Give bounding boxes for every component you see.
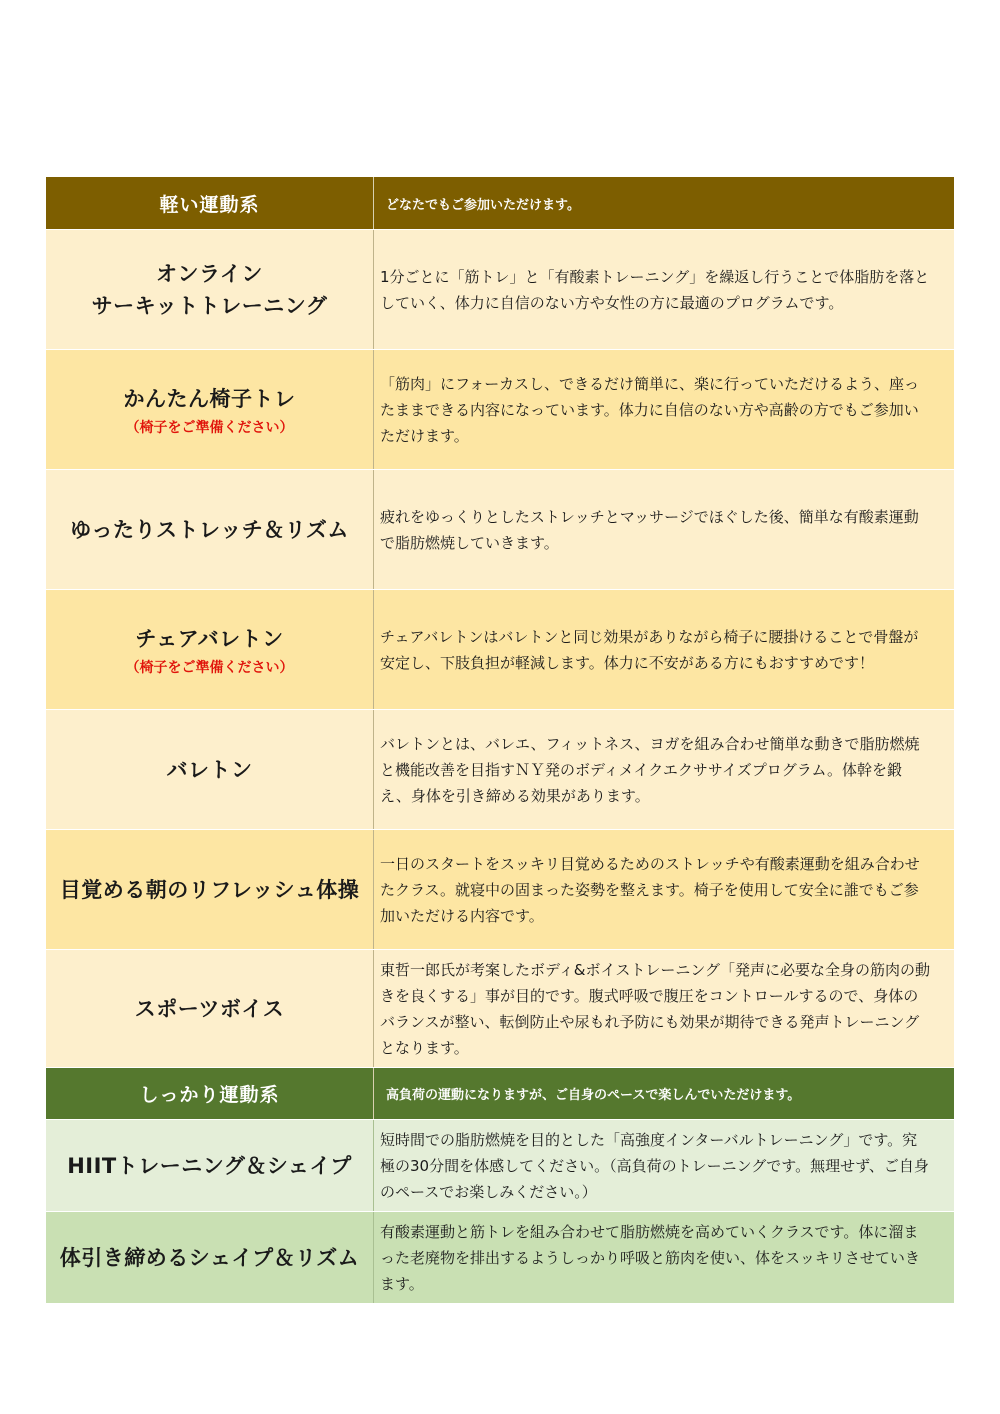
program-name-cell	[46, 350, 374, 469]
program-name: オンライン サーキットトレーニング	[91, 261, 328, 318]
program-desc-cell	[374, 350, 954, 469]
program-row	[46, 829, 954, 949]
program-description: 短時間での脂肪燃焼を目的とした「高強度インターバルトレーニング」です。究極の30分間を体感してください。（高負荷のトレーニングです。無理せず、ご自身のペースでお楽しみください。）	[380, 1130, 929, 1201]
program-description: 1分ごとに「筋トレ」と「有酸素トレーニング」を繰返し行うことで体脂肪を落としていく、体力に自信のない方や女性の方に最適のプログラムです。	[380, 267, 930, 312]
program-row	[46, 229, 954, 349]
program-desc-cell	[374, 830, 954, 949]
section-title-cell	[46, 1068, 374, 1119]
program-desc-cell	[374, 710, 954, 829]
program-name: チェアバレトン	[135, 626, 284, 651]
program-desc-cell	[374, 1212, 954, 1303]
program-requirement-note: （椅子をご準備ください）	[125, 659, 294, 676]
program-name-cell	[46, 470, 374, 589]
program-name-cell	[46, 830, 374, 949]
program-description: 有酸素運動と筋トレを組み合わせて脂肪燃焼を高めていくクラスです。体に溜まった老廃物を排出するようしっかり呼吸と筋肉を使い、体をスッキリさせていきます。	[380, 1222, 920, 1293]
section-note-cell	[374, 177, 954, 229]
section-note-cell	[374, 1068, 954, 1119]
program-row	[46, 469, 954, 589]
program-description: 東哲一郎氏が考案したボディ&ボイストレーニング「発声に必要な全身の筋肉の動きを良くする」事が目的です。腹式呼吸で腹圧をコントロールするので、身体のバランスが整い、転倒防止や尿もれ予防にも効果が期待できる発声トレーニングとなります。	[380, 960, 931, 1057]
section-title: しっかり運動系	[139, 1084, 280, 1106]
section-title-cell	[46, 177, 374, 229]
program-name-cell	[46, 1120, 374, 1211]
program-name: ゆったりストレッチ＆リズム	[70, 517, 349, 542]
program-row	[46, 1119, 954, 1211]
program-row	[46, 949, 954, 1067]
program-row	[46, 589, 954, 709]
program-description: 疲れをゆっくりとしたストレッチとマッサージでほぐした後、簡単な有酸素運動で脂肪燃焼していきます。	[380, 507, 919, 552]
section-header-light	[46, 177, 954, 229]
program-name-cell	[46, 1212, 374, 1303]
program-name: HIITトレーニング＆シェイプ	[67, 1153, 352, 1178]
program-name-cell	[46, 590, 374, 709]
program-table	[46, 177, 954, 1303]
program-name: バレトン	[166, 757, 253, 782]
program-description: バレトンとは、バレエ、フィットネス、ヨガを組み合わせ簡単な動きで脂肪燃焼と機能改善を目指すＮＹ発のボディメイクエクササイズプログラム。体幹を鍛え、身体を引き締める効果があります。	[380, 734, 920, 805]
program-row	[46, 709, 954, 829]
program-name-cell	[46, 230, 374, 349]
program-desc-cell	[374, 950, 954, 1067]
program-name: かんたん椅子トレ	[123, 386, 296, 411]
program-desc-cell	[374, 1120, 954, 1211]
program-row	[46, 349, 954, 469]
program-name-cell	[46, 710, 374, 829]
section-note: 高負荷の運動になりますが、ご自身のペースで楽しんでいただけます。	[386, 1088, 801, 1103]
program-name-cell	[46, 950, 374, 1067]
program-requirement-note: （椅子をご準備ください）	[125, 419, 294, 436]
program-name: 目覚める朝のリフレッシュ体操	[59, 877, 360, 902]
program-desc-cell	[374, 230, 954, 349]
section-title: 軽い運動系	[159, 193, 260, 216]
program-description: 「筋肉」にフォーカスし、できるだけ簡単に、楽に行っていただけるよう、座ったままできる内容になっています。体力に自信のない方や高齢の方でもご参加いただけます。	[380, 374, 919, 445]
section-note: どなたでもご参加いただけます。	[386, 197, 580, 213]
program-desc-cell	[374, 590, 954, 709]
program-desc-cell	[374, 470, 954, 589]
program-description: 一日のスタートをスッキリ目覚めるためのストレッチや有酸素運動を組み合わせたクラス。就寝中の固まった姿勢を整えます。椅子を使用して安全に誰でもご参加いただける内容です。	[380, 854, 920, 925]
program-name: 体引き締めるシェイプ＆リズム	[59, 1245, 360, 1270]
program-name: スポーツボイス	[134, 996, 285, 1021]
program-row	[46, 1211, 954, 1303]
program-description: チェアバレトンはバレトンと同じ効果がありながら椅子に腰掛けることで骨盤が安定し、下肢負担が軽減します。体力に不安がある方にもおすすめです！	[380, 627, 919, 672]
section-header-strong	[46, 1067, 954, 1119]
